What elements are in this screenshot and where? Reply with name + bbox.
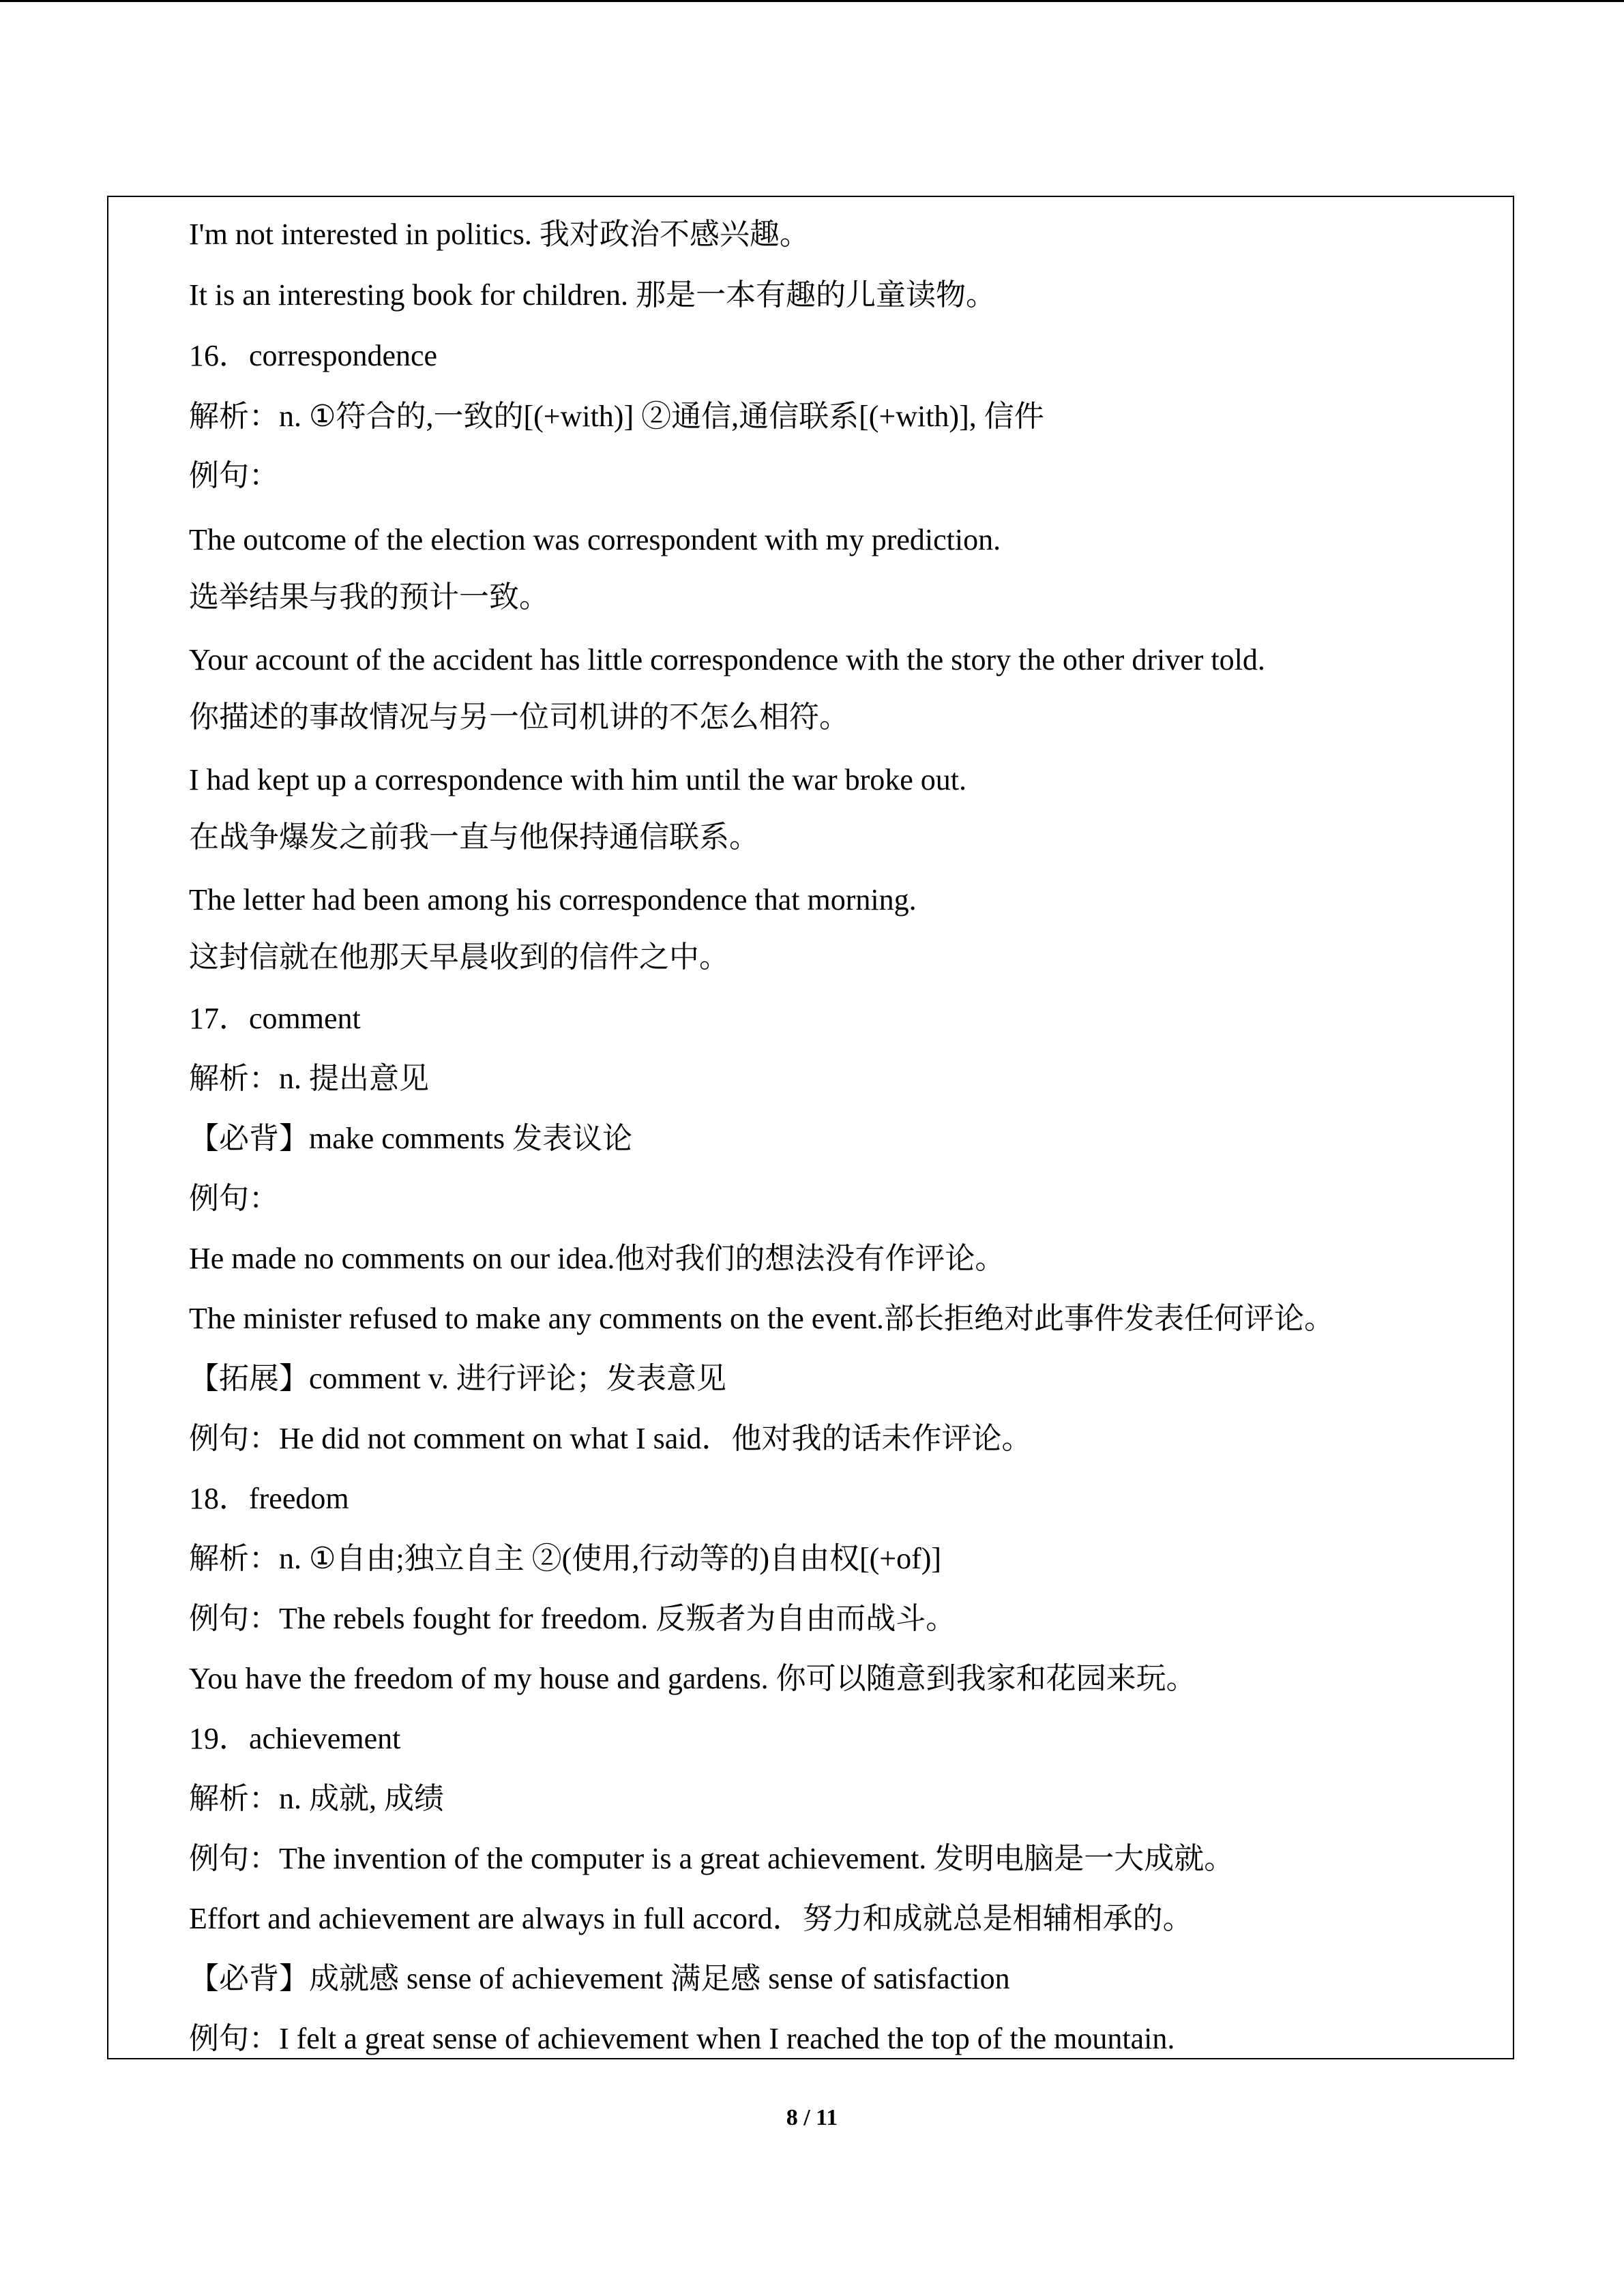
heading-17-comment: 17．comment bbox=[189, 1002, 361, 1035]
example-computer: 例句：The invention of the computer is a great achievement. 发明电脑是一大成就。 bbox=[189, 1842, 1235, 1875]
heading-16-correspondence: 16．correspondence bbox=[189, 339, 438, 372]
example-letter-cn: 这封信就在他那天早晨收到的信件之中。 bbox=[189, 940, 729, 974]
example-minister: The minister refused to make any comments on the event.部长拒绝对此事件发表任何评论。 bbox=[189, 1302, 1335, 1335]
example-interesting-book: It is an interesting book for children. 那是一本有趣的儿童读物。 bbox=[189, 278, 996, 312]
example-comment-said: 例句：He did not comment on what I said．他对我的话未作评论。 bbox=[189, 1422, 1032, 1455]
heading-19-achievement: 19．achievement bbox=[189, 1722, 401, 1755]
must-know-17: 【必背】make comments 发表议论 bbox=[189, 1122, 633, 1155]
top-border-line bbox=[0, 0, 1624, 2]
example-war: I had kept up a correspondence with him until the war broke out. bbox=[189, 763, 967, 796]
page-number: 8 / 11 bbox=[786, 2105, 838, 2130]
analysis-19: 解析：n. 成就, 成绩 bbox=[189, 1782, 444, 1815]
example-idea: He made no comments on our idea.他对我们的想法没有作评论。 bbox=[189, 1242, 1005, 1275]
heading-18-freedom: 18．freedom bbox=[189, 1482, 349, 1515]
example-effort: Effort and achievement are always in full accord．努力和成就总是相辅相承的。 bbox=[189, 1902, 1193, 1935]
analysis-18: 解析：n. ①自由;独立自主 ②(使用,行动等的)自由权[(+of)] bbox=[189, 1542, 942, 1575]
example-label-16: 例句： bbox=[189, 459, 279, 492]
must-know-19: 【必背】成就感 sense of achievement 满足感 sense of satisfaction bbox=[189, 1962, 1010, 1995]
example-election-cn: 选举结果与我的预计一致。 bbox=[189, 580, 549, 614]
example-accident: Your account of the accident has little correspondence with the story the other driver told. bbox=[189, 643, 1265, 676]
example-accident-cn: 你描述的事故情况与另一位司机讲的不怎么相符。 bbox=[189, 700, 849, 734]
analysis-17: 解析：n. 提出意见 bbox=[189, 1062, 429, 1095]
example-mountain: 例句：I felt a great sense of achievement when I reached the top of the mountain. bbox=[189, 2022, 1175, 2055]
extension-17: 【拓展】comment v. 进行评论；发表意见 bbox=[189, 1362, 726, 1395]
example-rebels: 例句：The rebels fought for freedom. 反叛者为自由而战斗。 bbox=[189, 1602, 956, 1635]
example-label-17: 例句： bbox=[189, 1182, 279, 1215]
analysis-16: 解析：n. ①符合的,一致的[(+with)] ②通信,通信联系[(+with)], 信件 bbox=[189, 400, 1044, 433]
example-politics: I'm not interested in politics. 我对政治不感兴趣。 bbox=[189, 218, 810, 251]
example-house-gardens: You have the freedom of my house and gardens. 你可以随意到我家和花园来玩。 bbox=[189, 1662, 1196, 1695]
example-letter: The letter had been among his correspondence that morning. bbox=[189, 883, 917, 916]
example-war-cn: 在战争爆发之前我一直与他保持通信联系。 bbox=[189, 820, 759, 854]
example-election: The outcome of the election was correspondent with my prediction. bbox=[189, 523, 1001, 556]
